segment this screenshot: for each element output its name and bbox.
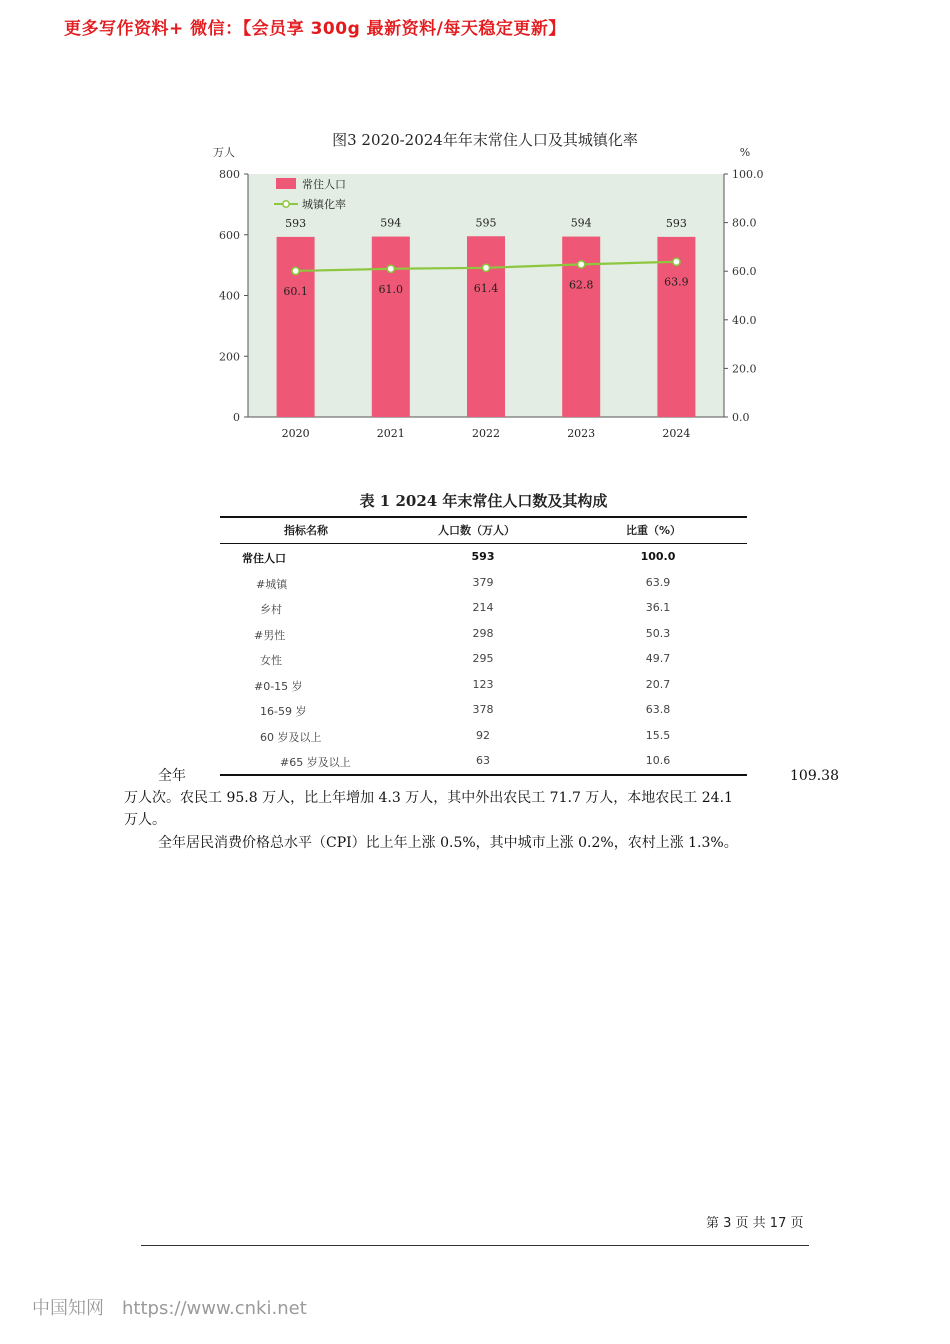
left-tick-label: 800 bbox=[219, 168, 240, 181]
table-header-name: 指标名称 bbox=[284, 524, 328, 537]
table-cell-name: #0-15 岁 bbox=[254, 679, 303, 693]
right-unit-label: % bbox=[739, 146, 751, 159]
table-cell-count: 378 bbox=[472, 703, 494, 716]
line-value-label: 63.9 bbox=[664, 275, 689, 289]
left-tick-label: 400 bbox=[219, 289, 240, 303]
right-tick-label: 20.0 bbox=[732, 362, 757, 376]
bar-value-label: 593 bbox=[665, 216, 687, 230]
paragraph-1-line-2: 万人次。农民工 95.8 万人，比上年增加 4.3 万人，其中外出农民工 71.7 万人，本地农民工 24.1 bbox=[124, 790, 733, 806]
table-row bbox=[220, 703, 747, 728]
line-point bbox=[387, 265, 394, 272]
x-tick-label: 2021 bbox=[376, 427, 405, 440]
bar-value-label: 594 bbox=[380, 216, 402, 230]
table-cell-count: 593 bbox=[471, 550, 495, 563]
legend-line-marker bbox=[283, 201, 289, 207]
paragraph-1-line-3: 万人。 bbox=[124, 812, 166, 828]
x-tick-label: 2024 bbox=[662, 427, 691, 440]
page-number: 第 3 页 共 17 页 bbox=[706, 1216, 804, 1231]
table-title: 表 1 2024 年末常住人口数及其构成 bbox=[359, 492, 608, 510]
table-cell-count: 63 bbox=[476, 754, 490, 767]
table-header-share: 比重（%） bbox=[626, 524, 682, 537]
line-point bbox=[578, 261, 585, 268]
right-tick-label: 0.0 bbox=[732, 411, 750, 424]
right-tick-label: 40.0 bbox=[732, 313, 757, 327]
line-point bbox=[673, 258, 680, 265]
legend-line-label: 城镇化率 bbox=[302, 198, 346, 211]
paragraph-1-start: 全年 bbox=[158, 768, 186, 784]
legend-bar-label: 常住人口 bbox=[302, 178, 346, 191]
table-row bbox=[220, 652, 747, 677]
bar-population bbox=[372, 237, 410, 417]
table-cell-count: 295 bbox=[472, 652, 494, 665]
promo-banner bbox=[64, 14, 566, 39]
table-cell-share: 63.9 bbox=[645, 575, 671, 589]
table-row bbox=[220, 576, 747, 601]
table-cell-name: 女性 bbox=[260, 654, 282, 667]
bar-value-label: 595 bbox=[475, 216, 497, 230]
line-value-label: 62.8 bbox=[568, 278, 594, 292]
table-cell-count: 298 bbox=[472, 626, 494, 640]
right-tick-label: 100.0 bbox=[732, 168, 764, 181]
watermark bbox=[32, 1294, 307, 1320]
table-cell-name: 常住人口 bbox=[242, 552, 286, 565]
right-tick-label: 80.0 bbox=[732, 216, 757, 230]
bar-value-label: 594 bbox=[570, 216, 592, 230]
table-row bbox=[220, 627, 747, 652]
left-unit-label: 万人 bbox=[213, 146, 235, 159]
table-row bbox=[220, 550, 747, 575]
table-cell-name: #城镇 bbox=[256, 577, 288, 591]
legend-bar-swatch bbox=[276, 178, 296, 189]
table-cell-share: 49.7 bbox=[645, 652, 671, 665]
table-row bbox=[220, 678, 747, 703]
table-cell-share: 15.5 bbox=[645, 728, 671, 742]
table-cell-share: 100.0 bbox=[640, 550, 676, 563]
line-value-label: 61.0 bbox=[378, 282, 404, 296]
bar-population bbox=[277, 237, 315, 417]
x-tick-label: 2020 bbox=[281, 427, 310, 440]
table-header-rule bbox=[220, 543, 747, 544]
table-cell-share: 10.6 bbox=[645, 754, 671, 767]
line-point bbox=[482, 264, 489, 271]
line-value-label: 61.4 bbox=[473, 281, 499, 295]
line-value-label: 60.1 bbox=[283, 284, 308, 298]
chart-title: 图3 2020-2024年年末常住人口及其城镇化率 bbox=[332, 131, 638, 149]
table-row bbox=[220, 601, 747, 626]
population-chart-svg bbox=[200, 122, 770, 452]
table-row bbox=[220, 729, 747, 754]
table-cell-share: 50.3 bbox=[645, 626, 671, 640]
x-tick-label: 2023 bbox=[567, 427, 596, 440]
bar-value-label: 593 bbox=[285, 216, 307, 230]
watermark-name: 中国知网 bbox=[32, 1298, 104, 1319]
table-cell-name: #65 岁及以上 bbox=[280, 756, 351, 769]
population-chart bbox=[200, 122, 770, 452]
table-header-count: 人口数（万人） bbox=[438, 524, 515, 537]
left-tick-label: 600 bbox=[219, 228, 240, 242]
left-tick-label: 200 bbox=[219, 350, 240, 364]
paragraph-1-end: 109.38 bbox=[790, 768, 839, 784]
table-cell-share: 20.7 bbox=[645, 677, 671, 691]
table-cell-name: 乡村 bbox=[260, 603, 282, 616]
table-cell-share: 63.8 bbox=[645, 703, 671, 716]
table-cell-count: 123 bbox=[472, 677, 494, 691]
left-tick-label: 0 bbox=[233, 411, 240, 424]
promo-banner-text: 更多写作资料+ 微信：【会员享 300g 最新资料/每天稳定更新】 bbox=[64, 19, 566, 39]
table-cell-name: 60 岁及以上 bbox=[260, 730, 322, 744]
table-cell-name: 16-59 岁 bbox=[260, 705, 307, 718]
line-point bbox=[292, 267, 299, 274]
right-tick-label: 60.0 bbox=[732, 265, 757, 279]
table-cell-count: 92 bbox=[476, 728, 490, 742]
paragraph-2: 全年居民消费价格总水平（CPI）比上年上涨 0.5%，其中城市上涨 0.2%，农村上涨 1.3%。 bbox=[158, 835, 738, 851]
table-cell-count: 379 bbox=[472, 575, 494, 589]
watermark-url: https://www.cnki.net bbox=[122, 1298, 307, 1319]
table-cell-count: 214 bbox=[472, 601, 494, 614]
bar-population bbox=[467, 236, 505, 417]
table-cell-name: #男性 bbox=[254, 628, 286, 642]
table-cell-share: 36.1 bbox=[645, 601, 671, 614]
footer-rule bbox=[141, 1245, 809, 1246]
table-bottom-rule bbox=[220, 774, 747, 776]
table-top-rule bbox=[220, 516, 747, 518]
x-tick-label: 2022 bbox=[472, 427, 500, 440]
